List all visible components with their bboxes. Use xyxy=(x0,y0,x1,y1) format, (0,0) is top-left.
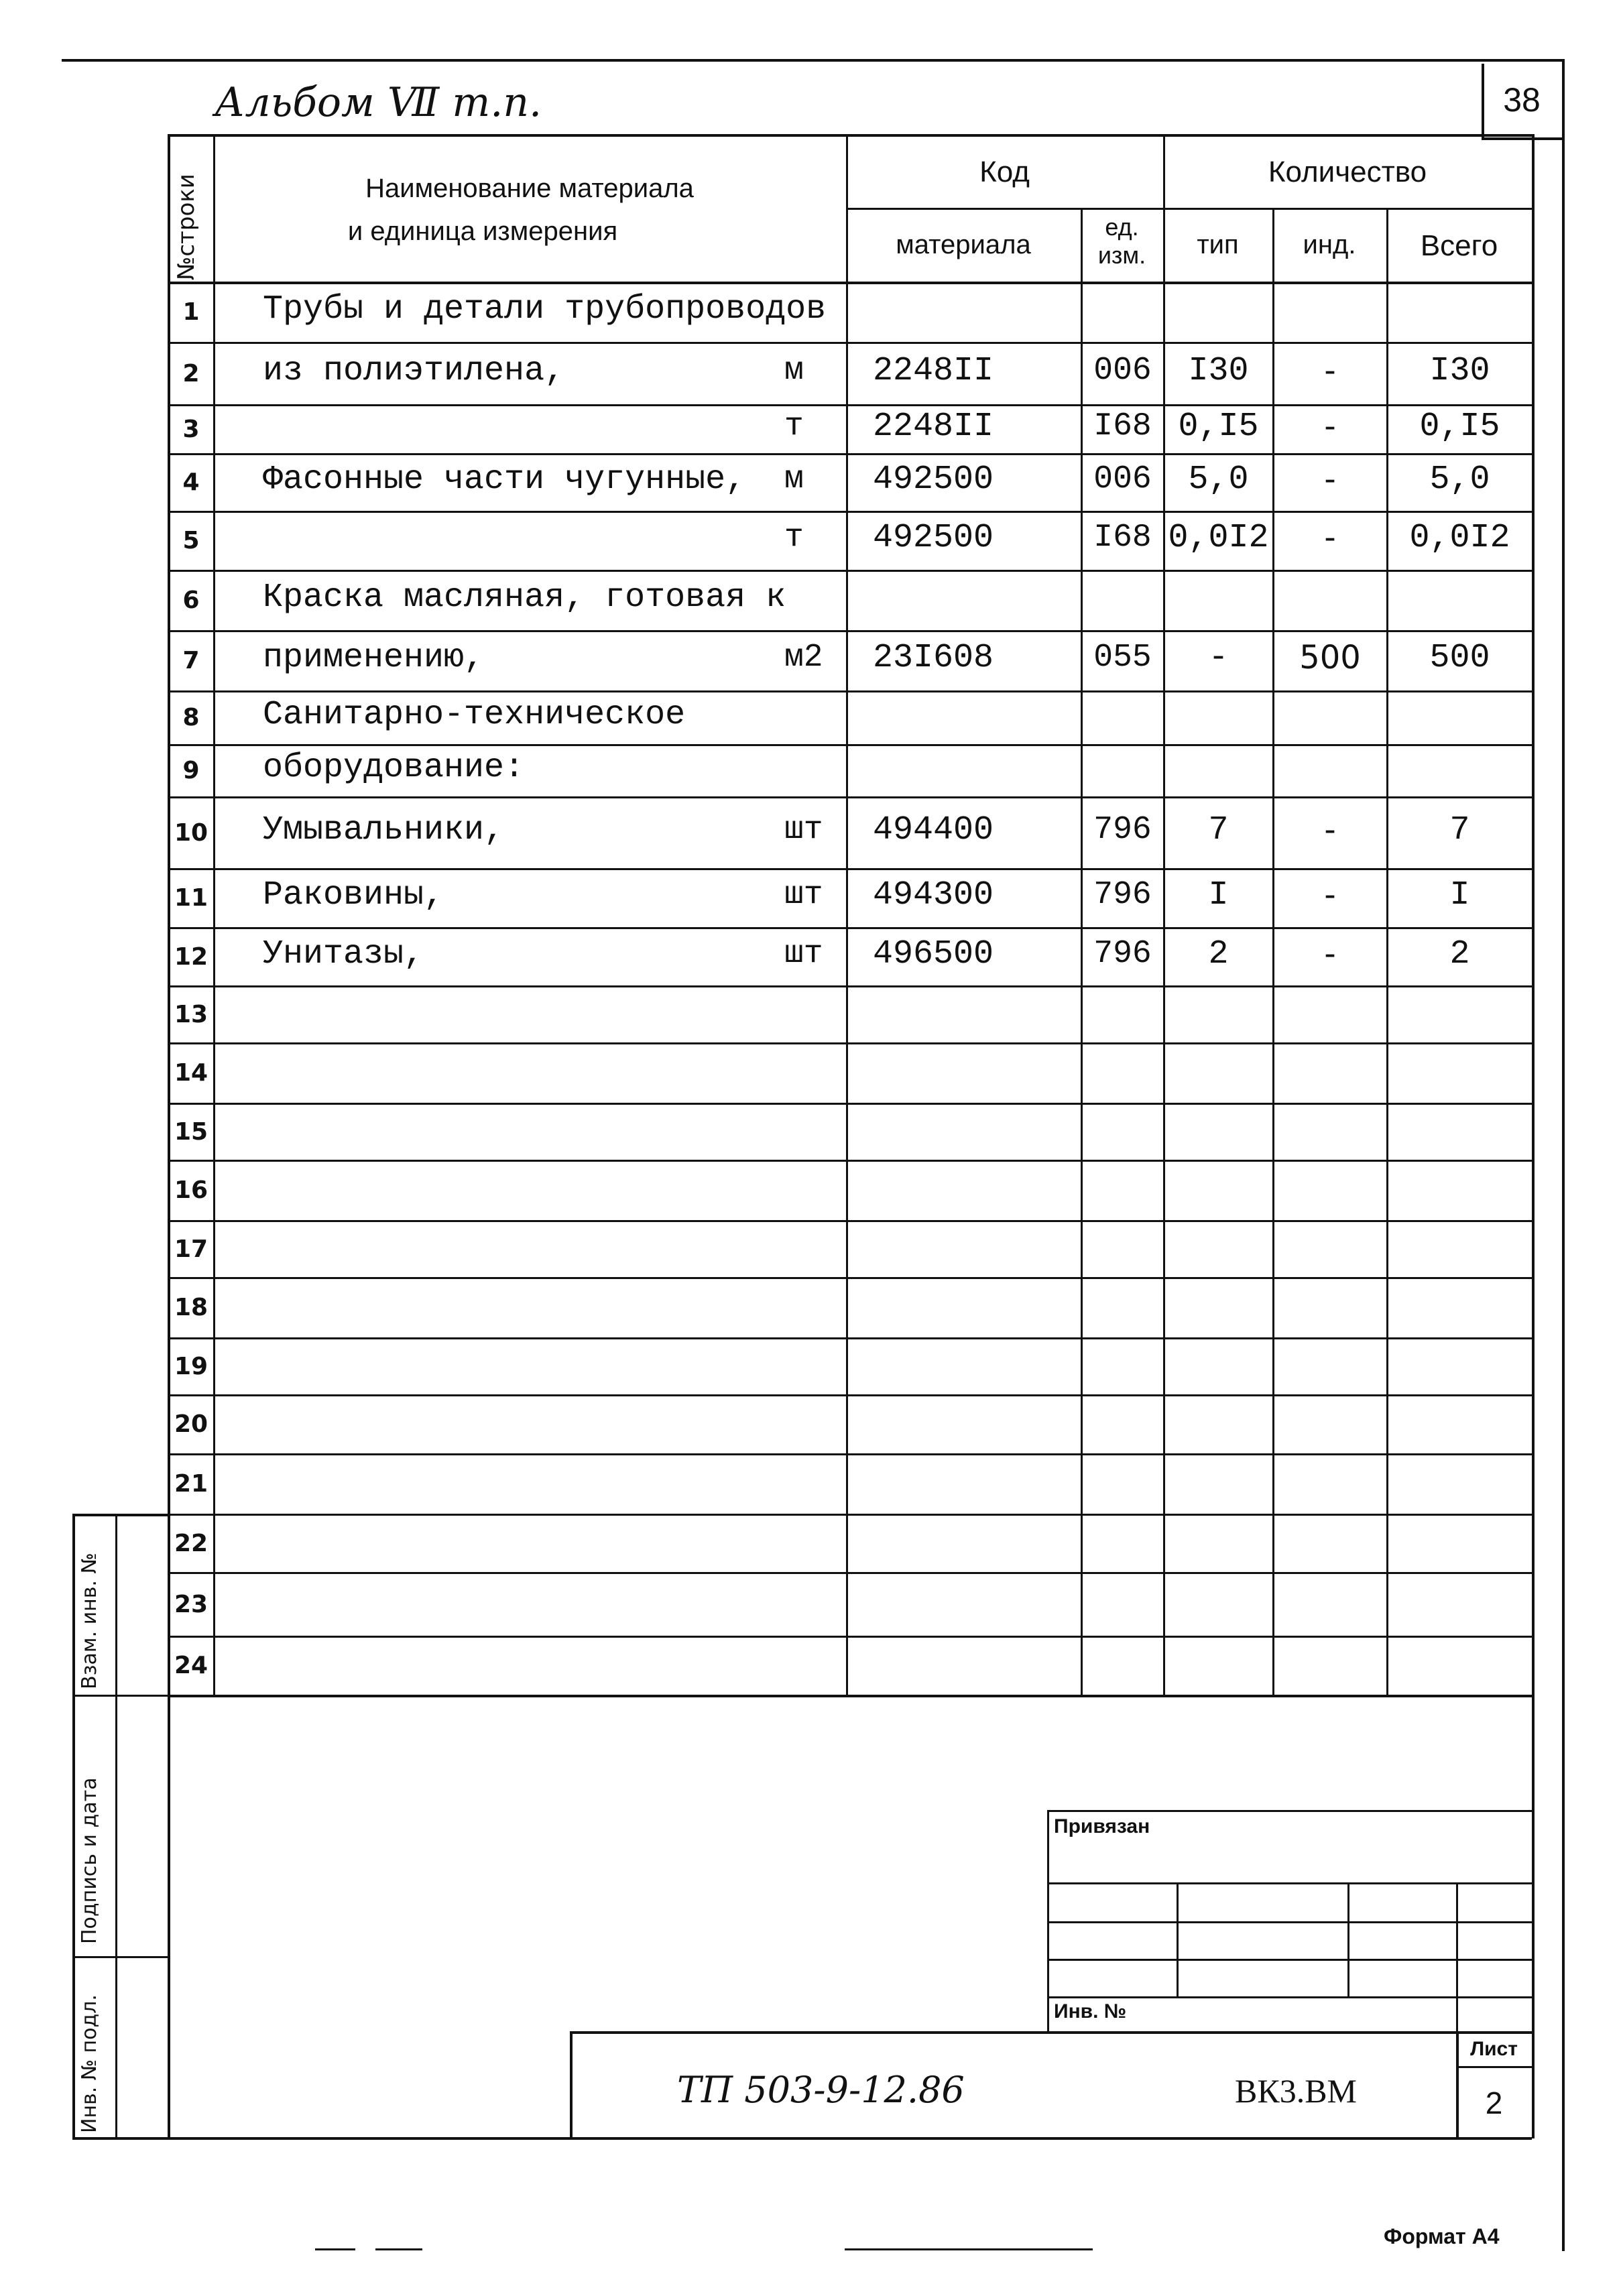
cell-code: 496500 xyxy=(873,934,994,973)
cell-total: 7 xyxy=(1449,810,1470,849)
cell-typ: I30 xyxy=(1188,351,1249,390)
cell-ind: 500 xyxy=(1299,639,1361,676)
row-number: 6 xyxy=(182,587,200,614)
header-quantity: Количество xyxy=(1268,156,1427,188)
table-rows-end xyxy=(168,1695,1532,1697)
row-number: 11 xyxy=(174,884,208,912)
row-divider xyxy=(168,342,1532,344)
cell-uom: 006 xyxy=(1093,352,1152,389)
row-number: 4 xyxy=(182,469,200,496)
stamp-sheet-number: 2 xyxy=(1485,2086,1503,2120)
top-rule xyxy=(62,59,1563,62)
stamp-vline-1 xyxy=(1177,1882,1179,1996)
cell-name: Санитарно-техническое xyxy=(263,696,686,734)
stamp-sheet-line xyxy=(1456,2066,1532,2068)
row-divider xyxy=(168,1042,1532,1044)
cell-typ: 5,0 xyxy=(1188,461,1249,499)
cell-code: 23I608 xyxy=(873,639,994,677)
cell-total: I30 xyxy=(1429,351,1490,390)
row-number: 19 xyxy=(174,1352,208,1380)
header-code: Код xyxy=(979,156,1030,188)
cell-ind: - xyxy=(1324,934,1336,973)
margin-outer-line xyxy=(72,1514,75,2137)
cell-uom: 796 xyxy=(1093,811,1152,848)
stamp-sheet-label: Лист xyxy=(1470,2038,1518,2060)
row-divider xyxy=(168,1220,1532,1222)
header-unit-1: ед. xyxy=(1105,213,1139,241)
cell-name: Краска масляная, готовая к xyxy=(263,579,786,617)
row-number: 24 xyxy=(174,1652,208,1679)
stamp-code: ВК3.ВМ xyxy=(1235,2072,1358,2110)
col-line-num xyxy=(213,134,215,1696)
row-divider xyxy=(168,511,1532,513)
cell-name: оборудование: xyxy=(263,749,525,787)
margin-inner-line xyxy=(115,1514,117,2137)
row-number: 7 xyxy=(182,647,200,674)
header-subline xyxy=(846,208,1532,210)
col-line-name xyxy=(846,134,848,1696)
row-divider xyxy=(168,1453,1532,1455)
row-number: 12 xyxy=(174,943,208,971)
row-number: 22 xyxy=(174,1529,208,1557)
row-divider xyxy=(168,570,1532,572)
cell-unit: м xyxy=(784,461,804,497)
cell-unit: шт xyxy=(784,935,823,972)
cell-uom: 006 xyxy=(1093,461,1152,497)
stamp-line-1 xyxy=(1047,1882,1532,1884)
stamp-inv-no-label: Инв. № xyxy=(1054,2000,1127,2022)
cell-ind: - xyxy=(1324,461,1336,498)
cell-uom: 055 xyxy=(1093,640,1152,676)
cell-uom: I68 xyxy=(1093,520,1152,556)
cell-unit: шт xyxy=(784,877,823,913)
cell-unit: м2 xyxy=(784,640,823,676)
cell-total: 5,0 xyxy=(1429,461,1490,499)
bottom-dash-1 xyxy=(315,2248,355,2250)
stamp-vline-2 xyxy=(1347,1882,1349,1996)
cell-ind: - xyxy=(1324,876,1336,914)
side-label-vzam: Взам. инв. № xyxy=(78,1553,101,1689)
cell-name: Трубы и детали трубопроводов xyxy=(263,290,827,328)
row-number: 17 xyxy=(174,1235,208,1263)
row-divider xyxy=(168,404,1532,406)
header-name-line1: Наименование материала xyxy=(365,174,694,203)
row-number: 8 xyxy=(182,704,200,731)
cell-ind: - xyxy=(1324,351,1336,389)
row-divider xyxy=(168,1337,1532,1339)
row-number: 5 xyxy=(182,527,200,554)
cell-code: 2248II xyxy=(873,351,994,390)
table-top-border xyxy=(168,134,1532,137)
row-number: 14 xyxy=(174,1059,208,1087)
row-divider xyxy=(168,1514,1532,1516)
bottom-dash-2 xyxy=(375,2248,422,2250)
row-number: 16 xyxy=(174,1176,208,1204)
side-label-inv-podl: Инв. № подл. xyxy=(78,1994,101,2133)
album-note: Альбом Ⅶ т.п. xyxy=(215,79,542,126)
cell-typ: 2 xyxy=(1208,934,1229,973)
page-number: 38 xyxy=(1503,81,1541,119)
row-divider xyxy=(168,985,1532,987)
row-divider xyxy=(168,868,1532,870)
cell-name: Унитазы, xyxy=(263,934,424,973)
cell-unit: т xyxy=(784,408,804,444)
header-typ: тип xyxy=(1197,230,1239,259)
stamp-line-4 xyxy=(1047,1996,1532,1998)
cell-uom: 796 xyxy=(1093,935,1152,972)
stamp-privyazan-label: Привязан xyxy=(1054,1815,1150,1837)
header-ind: инд. xyxy=(1303,230,1356,259)
row-number: 20 xyxy=(174,1410,208,1438)
margin-divider-2 xyxy=(72,1956,168,1958)
cell-unit: т xyxy=(784,520,804,556)
row-number: 1 xyxy=(182,298,200,326)
header-name-line2: и единица измерения xyxy=(347,217,618,246)
row-divider xyxy=(168,453,1532,455)
row-number: 10 xyxy=(174,819,208,847)
row-number: 15 xyxy=(174,1117,208,1146)
bottom-dash-3 xyxy=(845,2248,1093,2250)
cell-total: 0,I5 xyxy=(1419,407,1500,446)
row-divider xyxy=(168,927,1532,929)
cell-ind: - xyxy=(1324,810,1336,849)
row-number: 21 xyxy=(174,1470,208,1498)
header-material: материала xyxy=(896,230,1031,259)
cell-typ: 0,I5 xyxy=(1178,407,1259,446)
row-number: 23 xyxy=(174,1590,208,1618)
header-total: Всего xyxy=(1420,229,1498,262)
side-label-podpis: Подпись и дата xyxy=(78,1777,101,1944)
row-number: 3 xyxy=(182,415,200,443)
row-number: 18 xyxy=(174,1294,208,1321)
row-divider xyxy=(168,796,1532,798)
margin-divider-1 xyxy=(72,1695,168,1697)
format-label: Формат А4 xyxy=(1384,2224,1500,2248)
cell-ind: - xyxy=(1324,407,1336,445)
row-divider xyxy=(168,690,1532,692)
cell-ind: - xyxy=(1324,519,1336,556)
stamp-vline-3 xyxy=(1456,1882,1458,2031)
cell-typ: - xyxy=(1208,639,1229,677)
header-row-no: №строки xyxy=(173,174,200,280)
cell-uom: I68 xyxy=(1093,408,1152,444)
row-divider xyxy=(168,630,1532,632)
row-divider xyxy=(168,1103,1532,1105)
cell-name: Фасонные части чугунные, xyxy=(263,461,746,499)
stamp-designation: ТП 503-9-12.86 xyxy=(677,2069,965,2111)
cell-name: Раковины, xyxy=(263,876,444,914)
cell-typ: 0,0I2 xyxy=(1168,519,1269,557)
cell-total: 500 xyxy=(1429,639,1490,677)
row-divider xyxy=(168,1394,1532,1396)
cell-total: I xyxy=(1449,876,1470,914)
cell-code: 494400 xyxy=(873,810,994,849)
cell-total: 0,0I2 xyxy=(1409,519,1510,557)
cell-code: 494300 xyxy=(873,876,994,914)
cell-uom: 796 xyxy=(1093,877,1152,913)
header-unit-2: изм. xyxy=(1097,241,1146,269)
cell-code: 2248II xyxy=(873,407,994,446)
row-divider xyxy=(168,1636,1532,1638)
cell-typ: 7 xyxy=(1208,810,1229,849)
stamp-line-2 xyxy=(1047,1921,1532,1923)
cell-name: из полиэтилена, xyxy=(263,351,565,390)
row-number: 13 xyxy=(174,1000,208,1028)
cell-name: применению, xyxy=(263,639,485,677)
margin-bottom-line xyxy=(72,2137,168,2140)
cell-unit: м xyxy=(784,352,804,389)
row-number: 2 xyxy=(182,359,200,387)
cell-typ: I xyxy=(1208,876,1229,914)
row-divider xyxy=(168,1572,1532,1574)
row-divider xyxy=(168,744,1532,746)
cell-unit: шт xyxy=(784,811,823,848)
header-bottom-line xyxy=(168,282,1532,284)
cell-name: Умывальники, xyxy=(263,810,505,849)
row-divider xyxy=(168,1160,1532,1162)
row-number: 9 xyxy=(182,757,200,784)
margin-top-line xyxy=(72,1514,168,1516)
cell-code: 492500 xyxy=(873,461,994,499)
page-right-border xyxy=(1562,59,1565,2251)
cell-total: 2 xyxy=(1449,934,1470,973)
cell-code: 492500 xyxy=(873,519,994,557)
stamp-line-3 xyxy=(1047,1959,1532,1961)
row-divider xyxy=(168,1277,1532,1279)
